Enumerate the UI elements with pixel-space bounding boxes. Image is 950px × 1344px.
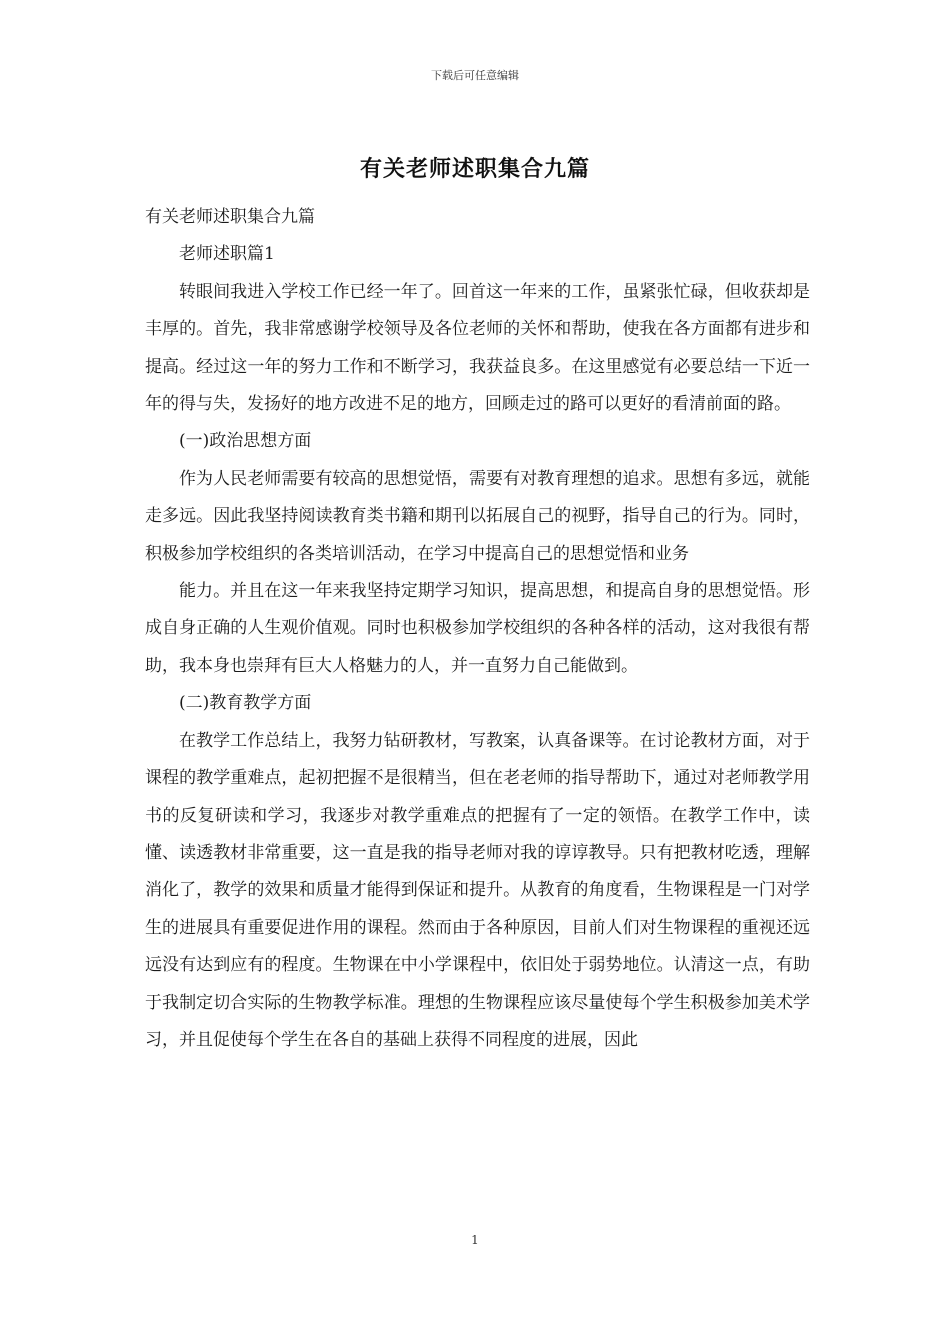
section-heading: 老师述职篇1 xyxy=(179,244,275,265)
paragraph: 能力。并且在这一年来我坚持定期学习知识，提高思想，和提高自身的思想觉悟。形成自身正确的人生观价值观。同时也积极参加学校组织的各种各样的活动，这对我很有帮助，我本身也崇拜有巨大人格魅力的人，并一直努力自己能做到。 xyxy=(145,581,810,676)
section-heading: (二)教育教学方面 xyxy=(179,693,312,714)
document-title: 有关老师述职集合九篇 xyxy=(359,156,590,182)
header-note: 下载后可任意编辑 xyxy=(431,69,519,82)
subtitle-line: 有关老师述职集合九篇 xyxy=(145,207,315,227)
paragraph: 转眼间我进入学校工作已经一年了。回首这一年来的工作，虽紧张忙碌，但收获却是丰厚的。首先，我非常感谢学校领导及各位老师的关怀和帮助，使我在各方面都有进步和提高。经过这一年的努力工作和不断学习，我获益良多。在这里感觉有必要总结一下近一年的得与失，发扬好的地方改进不足的地方，回顾走过的路可以更好的看清前面的路。 xyxy=(145,281,810,415)
paragraph: 在教学工作总结上，我努力钻研教材，写教案，认真备课等。在讨论教材方面，对于课程的教学重难点，起初把握不是很精当，但在老老师的指导帮助下，通过对老师教学用书的反复研读和学习，我逐步对教学重难点的把握有了一定的领悟。在教学工作中，读懂、读透教材非常重要，这一直是我的指导老师对我的谆谆教导。只有把教材吃透，理解消化了，教学的效果和质量才能得到保证和提升。从教育的角度看，生物课程是一门对学生的进展具有重要促进作用的课程。然而由于各种原因，目前人们对生物课程的重视还远远没有达到应有的程度。生物课在中小学课程中，依旧处于弱势地位。认清这一点，有助于我制定切合实际的生物教学标准。理想的生物课程应该尽量使每个学生积极参加美术学习，并且促使每个学生在各自的基础上获得不同程度的进展，因此 xyxy=(145,730,810,1050)
page-number: 1 xyxy=(471,1233,479,1247)
paragraph: 作为人民老师需要有较高的思想觉悟，需要有对教育理想的追求。思想有多远，就能走多远。因此我坚持阅读教育类书籍和期刊以拓展自己的视野，指导自己的行为。同时，积极参加学校组织的各类培训活动，在学习中提高自己的思想觉悟和业务 xyxy=(145,468,810,564)
document-body xyxy=(145,199,810,1059)
section-heading: (一)政治思想方面 xyxy=(179,431,312,452)
